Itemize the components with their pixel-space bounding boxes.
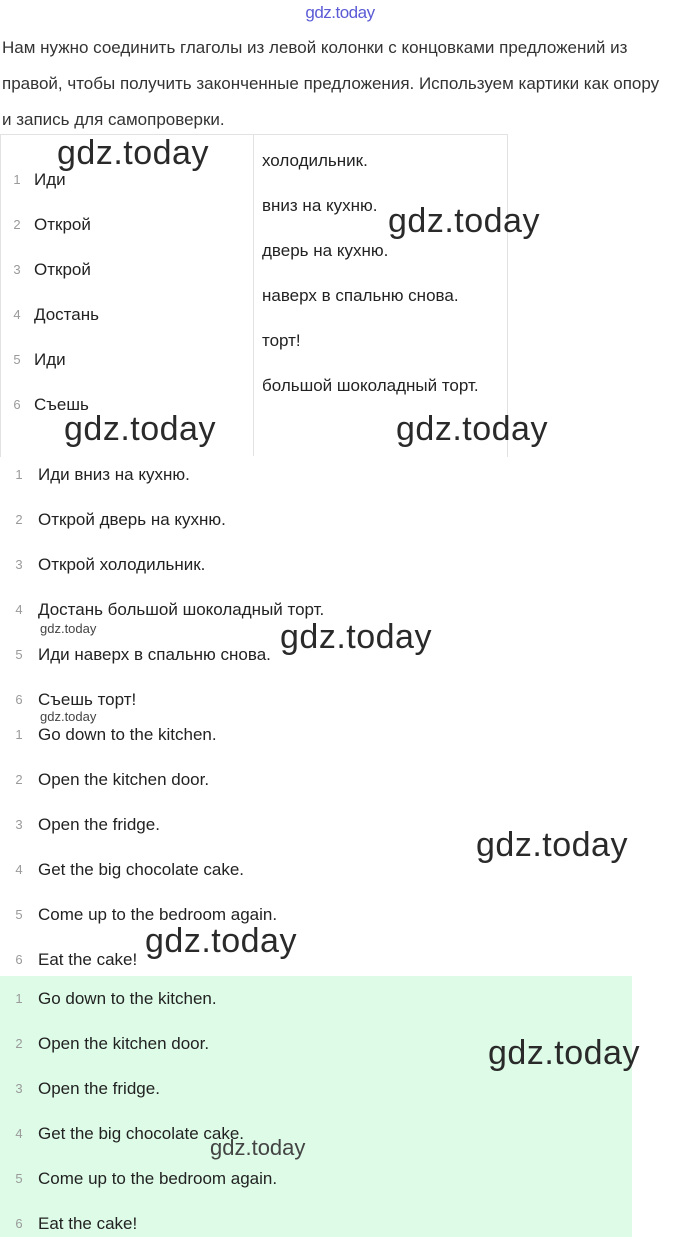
left-item-text: Иди bbox=[34, 349, 66, 369]
watermark: gdz.today bbox=[40, 709, 97, 724]
sentence-text: Come up to the bedroom again. bbox=[38, 904, 278, 924]
item-number: 2 bbox=[15, 772, 23, 787]
list-item bbox=[0, 976, 632, 1021]
sentence-text: Eat the cake! bbox=[38, 1213, 138, 1233]
item-number: 3 bbox=[15, 1081, 23, 1096]
item-number: 1 bbox=[13, 172, 21, 187]
table-divider bbox=[253, 134, 254, 456]
item-number: 2 bbox=[15, 512, 23, 527]
sentence-text: Открой дверь на кухню. bbox=[38, 509, 226, 529]
sentence-text: Open the fridge. bbox=[38, 1078, 160, 1098]
sentence-text: Open the kitchen door. bbox=[38, 1033, 210, 1053]
right-item: большой шоколадный торт. bbox=[262, 376, 479, 395]
sentence-text: Открой холодильник. bbox=[38, 554, 206, 574]
item-number: 5 bbox=[13, 352, 21, 367]
answer-block bbox=[0, 976, 632, 1237]
intro-paragraph: Нам нужно соединить глаголы из левой колонки с концовками предложений из правой, чтобы получить законченные предложения. Используем картики как опору и запись для самопроверки. bbox=[2, 38, 660, 129]
sentence-text: Get the big chocolate cake. bbox=[38, 1123, 245, 1143]
list-item bbox=[0, 1111, 632, 1156]
sentence-text: Open the kitchen door. bbox=[38, 769, 210, 789]
item-number: 6 bbox=[15, 692, 23, 707]
watermark: gdz.today bbox=[280, 618, 432, 656]
left-item-text: Открой bbox=[34, 214, 91, 234]
item-number: 4 bbox=[13, 307, 21, 322]
left-item-text: Открой bbox=[34, 259, 91, 279]
list-item bbox=[0, 892, 632, 937]
item-number: 5 bbox=[15, 647, 23, 662]
item-number: 6 bbox=[15, 1216, 23, 1231]
left-item bbox=[0, 292, 99, 337]
left-item-text: Достань bbox=[34, 304, 99, 324]
watermark: gdz.today bbox=[145, 922, 297, 960]
item-number: 3 bbox=[15, 557, 23, 572]
item-number: 2 bbox=[13, 217, 21, 232]
item-number: 1 bbox=[15, 467, 23, 482]
item-number: 5 bbox=[15, 1171, 23, 1186]
item-number: 4 bbox=[15, 1126, 23, 1141]
item-number: 4 bbox=[15, 602, 23, 617]
sentence-text: Съешь торт! bbox=[38, 689, 137, 709]
item-number: 3 bbox=[13, 262, 21, 277]
sentence-text: Eat the cake! bbox=[38, 949, 138, 969]
sentence-text: Достань большой шоколадный торт. bbox=[38, 599, 325, 619]
left-item-text: Иди bbox=[34, 169, 66, 189]
right-item: дверь на кухню. bbox=[262, 241, 389, 260]
right-item: холодильник. bbox=[262, 151, 368, 170]
watermark: gdz.today bbox=[64, 410, 216, 448]
left-item bbox=[0, 337, 99, 382]
list-item bbox=[0, 452, 632, 497]
watermark: gdz.today bbox=[476, 826, 628, 864]
watermark: gdz.today bbox=[210, 1135, 306, 1160]
sentence-text: Open the fridge. bbox=[38, 814, 160, 834]
right-column bbox=[262, 149, 479, 419]
right-item: торт! bbox=[262, 331, 301, 350]
item-number: 4 bbox=[15, 862, 23, 877]
sentence-text: Go down to the kitchen. bbox=[38, 724, 217, 744]
list-item bbox=[0, 1201, 632, 1246]
watermark: gdz.today bbox=[488, 1034, 640, 1072]
item-number: 6 bbox=[13, 397, 21, 412]
sentence-text: Get the big chocolate cake. bbox=[38, 859, 245, 879]
item-number: 1 bbox=[15, 991, 23, 1006]
item-number: 5 bbox=[15, 907, 23, 922]
right-item: вниз на кухню. bbox=[262, 196, 378, 215]
item-number: 3 bbox=[15, 817, 23, 832]
item-number: 6 bbox=[15, 952, 23, 967]
watermark: gdz.today bbox=[388, 202, 540, 240]
list-item bbox=[0, 757, 632, 802]
right-item: наверх в спальню снова. bbox=[262, 286, 459, 305]
sentence-text: Come up to the bedroom again. bbox=[38, 1168, 278, 1188]
item-number: 1 bbox=[15, 727, 23, 742]
left-column bbox=[0, 157, 99, 427]
sentence-text: Иди наверх в спальню снова. bbox=[38, 644, 271, 664]
sentence-text: Go down to the kitchen. bbox=[38, 988, 217, 1008]
left-item bbox=[0, 202, 99, 247]
list-item bbox=[0, 497, 632, 542]
site-title-watermark: gdz.today bbox=[305, 3, 375, 22]
watermark: gdz.today bbox=[40, 621, 97, 636]
list-item bbox=[0, 542, 632, 587]
left-item bbox=[0, 247, 99, 292]
sentence-text: Иди вниз на кухню. bbox=[38, 464, 190, 484]
watermark: gdz.today bbox=[396, 410, 548, 448]
item-number: 2 bbox=[15, 1036, 23, 1051]
watermark: gdz.today bbox=[57, 134, 209, 172]
russian-sentence-list bbox=[0, 452, 632, 722]
list-item bbox=[0, 1156, 632, 1201]
left-item-text: Съешь bbox=[34, 394, 89, 414]
